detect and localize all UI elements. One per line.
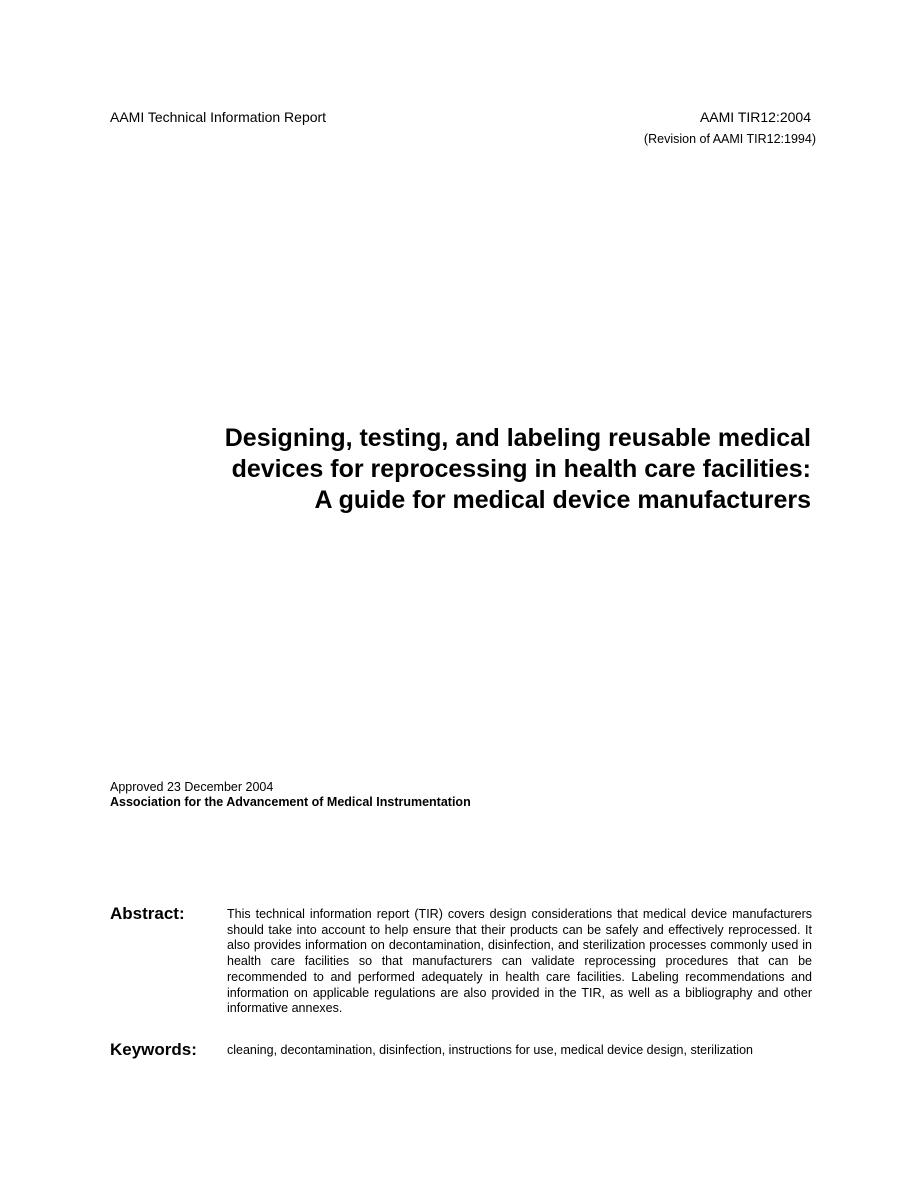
document-number: AAMI TIR12:2004 (699, 109, 811, 125)
publisher-name: Association for the Advancement of Medical Instrumentation (110, 795, 471, 809)
approval-date: Approved 23 December 2004 (110, 780, 274, 794)
document-title (150, 423, 811, 516)
revision-note: (Revision of AAMI TIR12:1994) (643, 132, 816, 146)
keywords-text: cleaning, decontamination, disinfection, instructions for use, medical device design, sterilization (227, 1043, 753, 1057)
report-type-label: AAMI Technical Information Report (110, 109, 327, 125)
title-line: A guide for medical device manufacturers (314, 486, 811, 514)
keywords-label: Keywords: (110, 1040, 197, 1059)
abstract-text: This technical information report (TIR) covers design considerations that medical device manufacturers should take into account to help ensure that their products can be safely and effectively reprocessed. It also provides information on decontamination, disinfection, and sterilization processes commonly used in health care facilities so that manufacturers can validate reprocessing procedures that can be recommended to and performed adequately in health care facilities. Labeling recommendations and information on applicable regulations are also provided in the TIR, as well as a bibliography and other informative annexes. (227, 907, 812, 1016)
title-line: Designing, testing, and labeling reusable medical (224, 424, 811, 452)
title-line: devices for reprocessing in health care facilities: (231, 455, 811, 483)
abstract-label: Abstract: (110, 904, 185, 923)
